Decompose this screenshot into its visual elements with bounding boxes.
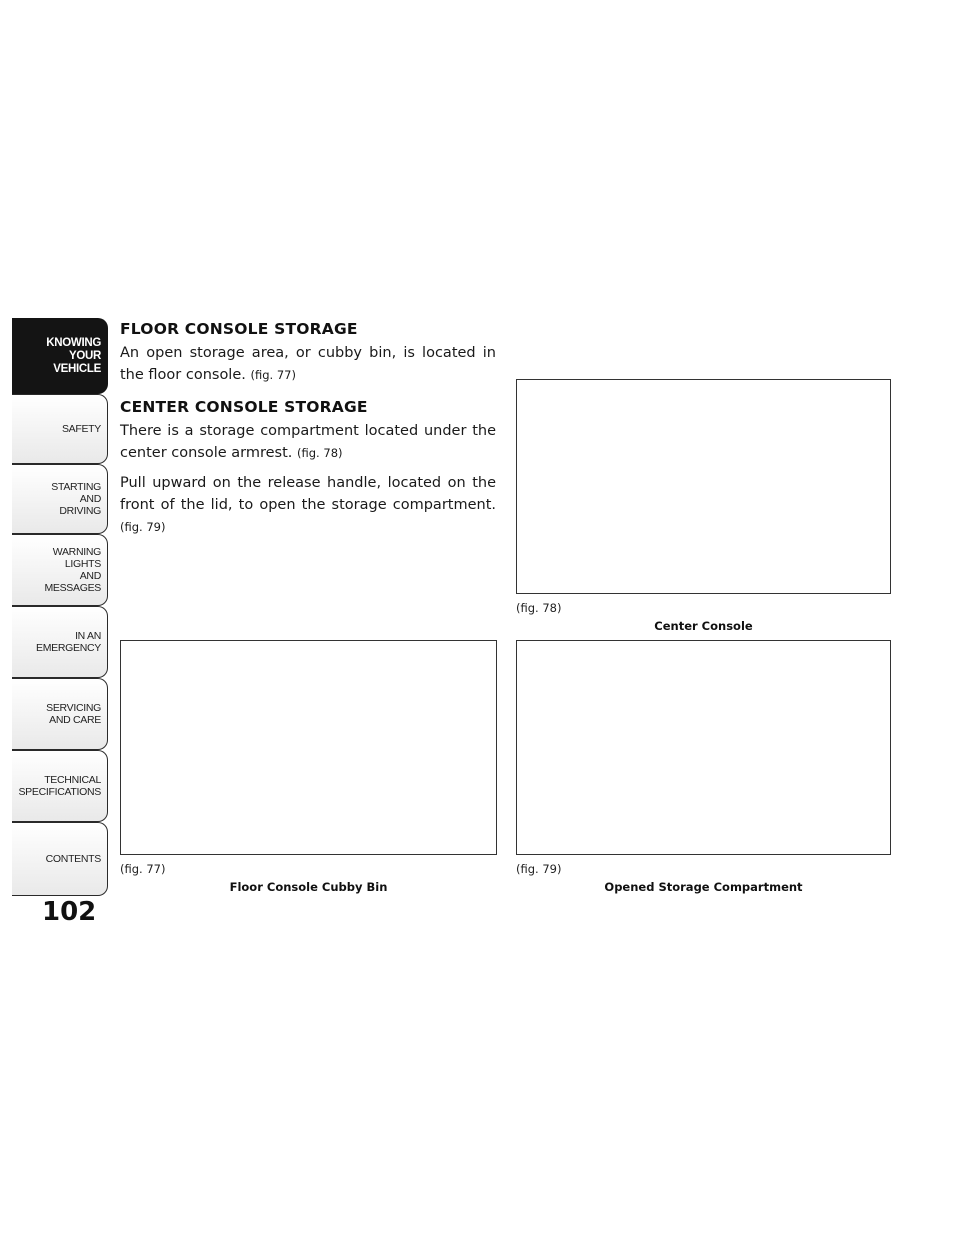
figure-77-number: (fig. 77) xyxy=(120,862,166,876)
tab-starting-and-driving[interactable]: STARTING AND DRIVING xyxy=(12,464,108,534)
figure-78-image xyxy=(516,379,891,594)
paragraph-floor-console: An open storage area, or cubby bin, is located in the floor console. (fig. 77) xyxy=(120,345,496,383)
figure-78-caption: Center Console xyxy=(654,619,753,633)
figure-77-caption: Floor Console Cubby Bin xyxy=(229,880,388,894)
fig-ref-78[interactable]: (fig. 78) xyxy=(297,446,343,460)
tab-servicing-and-care[interactable]: SERVICING AND CARE xyxy=(12,678,108,750)
tab-contents[interactable]: CONTENTS xyxy=(12,822,108,896)
figure-79-caption: Opened Storage Compartment xyxy=(604,880,803,894)
tab-technical-specifications[interactable]: TECHNICAL SPECIFICATIONS xyxy=(12,750,108,822)
heading-center-console-storage: CENTER CONSOLE STORAGE xyxy=(120,398,368,416)
page-number: 102 xyxy=(42,897,97,927)
tab-knowing-your-vehicle[interactable]: KNOWING YOUR VEHICLE xyxy=(12,318,108,394)
paragraph-center-console-1: There is a storage compartment located under the center console armrest. (fig. 78) xyxy=(120,423,496,461)
figure-79-image xyxy=(516,640,891,855)
paragraph-center-console-2: Pull upward on the release handle, located on the front of the lid, to open the storage compartment. (fig. 79) xyxy=(120,475,496,534)
tab-in-an-emergency[interactable]: IN AN EMERGENCY xyxy=(12,606,108,678)
figure-79-number: (fig. 79) xyxy=(516,862,562,876)
tab-safety[interactable]: SAFETY xyxy=(12,394,108,464)
fig-ref-79[interactable]: (fig. 79) xyxy=(120,520,166,534)
figure-77-image xyxy=(120,640,497,855)
fig-ref-77[interactable]: (fig. 77) xyxy=(250,368,296,382)
heading-floor-console-storage: FLOOR CONSOLE STORAGE xyxy=(120,320,358,338)
text-column xyxy=(120,320,496,538)
tab-warning-lights-and-messages[interactable]: WARNING LIGHTS AND MESSAGES xyxy=(12,534,108,606)
figure-78-number: (fig. 78) xyxy=(516,601,562,615)
